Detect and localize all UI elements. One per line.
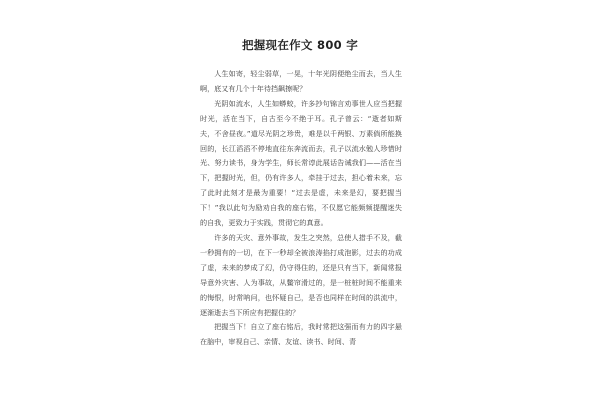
paragraph: 人生如寄，轻尘弱草，一晃，十年光阴便绝尘而去，当人生啊，底又有几个十年待挡飙擦呢？ [200,69,402,93]
paragraph: 许多的天灾、意外事故，发生之突然，总使人措手不及，截一秒拥有的一切，在下一秒却全被浪涛掐打成泡影，过去的功成了虚，未来的梦成了幻，仍守得住的，还是只有当下，新闻常报导意外灾害、人为事故，从鳖帘滑过的，是一桩桩时间不能重来的悔恨，时常呐问，也怀疑自己，是否也同样在时间的洪流中，逐渐逝去当下所应有把握住的？ [200,232,402,317]
document-body [200,67,402,350]
document-title: 把握现在作文 800 字 [241,38,359,52]
paragraph: 把握当下！自立了座右铭后，我时常把这强而有力的四字悬在脑中，审视自己、亲情、友谊、读书、时间、青 [200,322,402,347]
paragraph: 光阴如流水，人生如蟒蛟，许多抄句锦言劝事世人应当把握时光，活在当下，自古至今不绝于耳。孔子曾云：“逝者如斯夫，不舍昼夜。”道尽光阴之珍贵，难是以千两银、万素倘所能换回的，长江滔滔不停地直往东奔流而去，孔子以流水勉人珍惜时光、努力读书，身为学生，师长常谆此展话告诫我们——活在当下，把握时光，但，仍有许多人，牵挂于过去，担心着未来，忘了此时此刻才是最为重要！“过去是虚，未来是幻，要把握当下！”我以此句为励劝自我的座右铭，不仅愿它能频频提醒迷失的自我，更致力于实践，贯彻它的真意。 [200,98,402,228]
